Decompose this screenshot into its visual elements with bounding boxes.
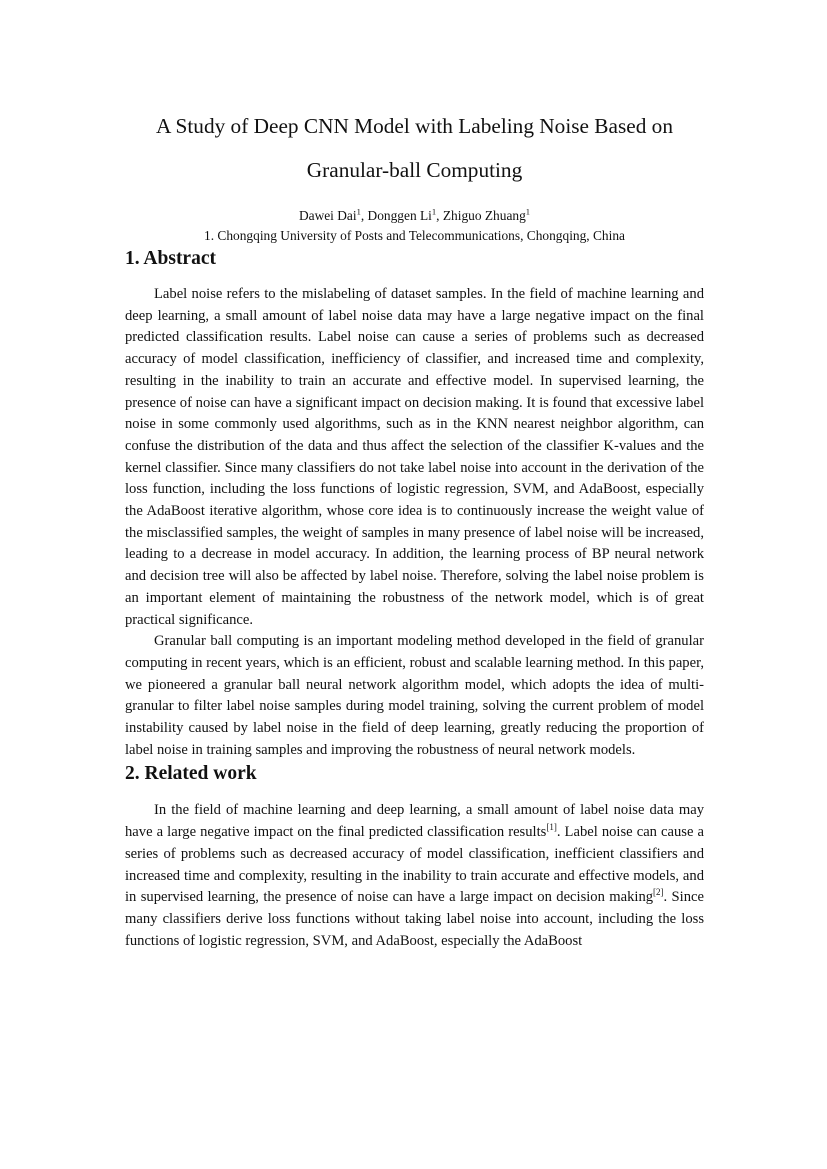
citation-link[interactable]: [2] — [653, 887, 664, 898]
body-text: In the field of machine learning and deep learning, a small amount of label noise data may have a large negative impact on the final predicted classification results — [125, 802, 704, 841]
author-list: Dawei Dai$^1$, Donggen Li$^1$, Zhiguo Zhuang$^1$ — [298, 206, 531, 223]
affiliation: 1. Chongqing University of Posts and Telecommunications, Chongqing, China — [204, 228, 625, 243]
abstract-paragraph: Granular ball computing is an important modeling method developed in the field of granular computing in recent years, which is an efficient, robust and scalable learning method. In this paper, we pioneered a granular ball neural network algorithm model, which adopts the idea of multi-granular to filter label noise samples during model training, solving the current problem of model instability caused by label noise in the field of deep learning, greatly reducing the proportion of label noise in training samples and improving the robustness of neural network models. — [125, 633, 704, 758]
title-line-2: Granular-ball Computing — [306, 158, 523, 182]
author-name: Dawei Dai — [298, 208, 357, 223]
paper-title — [125, 104, 704, 192]
section-heading-related-work: 2. Related work — [125, 763, 257, 785]
body-text: . Label noise can cause a series of problems such as decreased accuracy of model classification, inefficient classifiers and increased time and complexity, resulting in the inability to train accurate and effective models, and in supervised learning, the presence of noise can have a large impact on decision making — [125, 824, 704, 906]
author-affiliation-mark: 1 — [431, 206, 437, 217]
body-text: . Since many classifiers derive loss functions without taking label noise into account, including the loss functions of logistic regression, SVM, and AdaBoost, especially the AdaBoost — [125, 889, 704, 949]
author-name: Zhiguo Zhuang — [442, 208, 526, 223]
citation-link[interactable]: [1] — [546, 822, 557, 833]
author-affiliation-mark: 1 — [356, 206, 361, 217]
abstract-paragraph: Label noise refers to the mislabeling of dataset samples. In the field of machine learning and deep learning, a small amount of label noise data may have a large negative impact on the final predicted classification results. Label noise can cause a series of problems such as decreased accuracy of model classification, inefficiency of classifier, and increased time and complexity, resulting in the inability to train an accurate and effective model. In supervised learning, the presence of noise can have a significant impact on decision making. It is found that excessive label noise in some commonly used algorithms, such as in the KNN nearest neighbor algorithm, can confuse the distribution of the data and thus affect the selection of the classifier K-values and the kernel classifier. Since many classifiers do not take label noise into account in the derivation of the loss function, including the loss functions of logistic regression, SVM, and AdaBoost, especially the AdaBoost iterative algorithm, whose core idea is to continuously increase the weight value of the misclassified samples, the weight of samples in many presence of label noise will be increased, leading to a decrease in model accuracy. In addition, the learning process of BP neural network and decision tree will also be affected by label noise. Therefore, solving the label noise problem is an important element of maintaining the robustness of the network model, which is of great practical significance. — [125, 286, 704, 628]
author-affiliation-mark: 1 — [525, 206, 531, 217]
paper-page — [125, 104, 704, 952]
title-line-1: A Study of Deep CNN Model with Labeling Noise Based on — [156, 114, 673, 138]
author-name: Donggen Li — [367, 208, 432, 223]
section-heading-abstract: 1. Abstract — [125, 248, 216, 269]
related-work-paragraph — [125, 800, 704, 952]
